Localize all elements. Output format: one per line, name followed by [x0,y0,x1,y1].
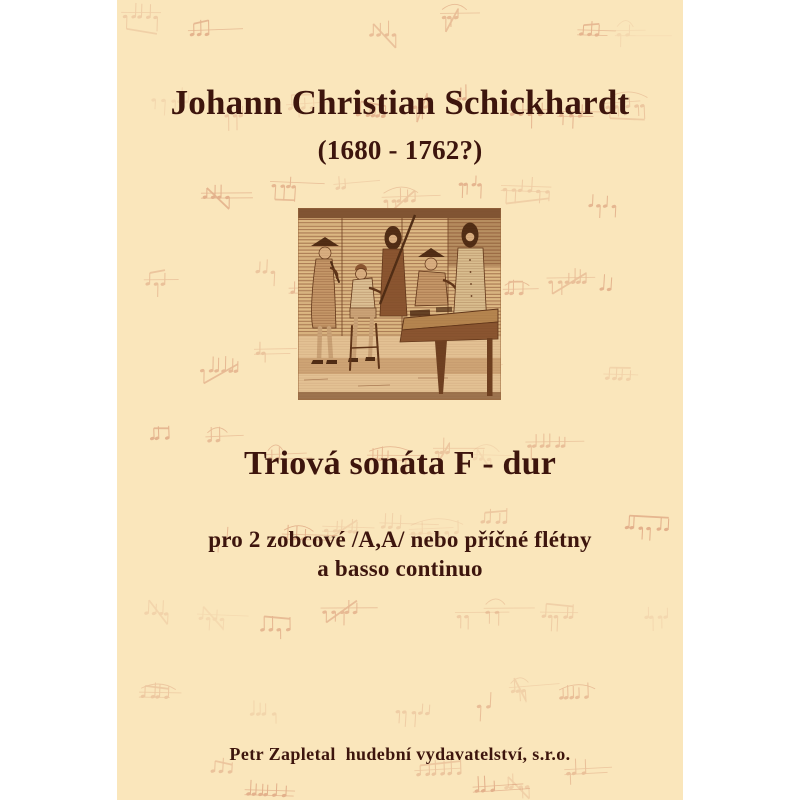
sheet-music-cover [117,0,683,800]
work-title: Triová sonáta F - dur [243,445,557,482]
composer-name: Johann Christian Schickhardt [170,83,630,122]
baroque-musicians-engraving-image [298,208,501,400]
publisher-imprint: Petr Zapletal hudební vydavatelství, s.r.o. [229,744,571,764]
composer-dates: (1680 - 1762?) [317,135,483,165]
instrumentation-line-2: a basso continuo [317,556,483,581]
engraving-texture [298,208,501,400]
instrumentation-line-1: pro 2 zobcové /A,A/ nebo příčné flétny [208,527,592,552]
